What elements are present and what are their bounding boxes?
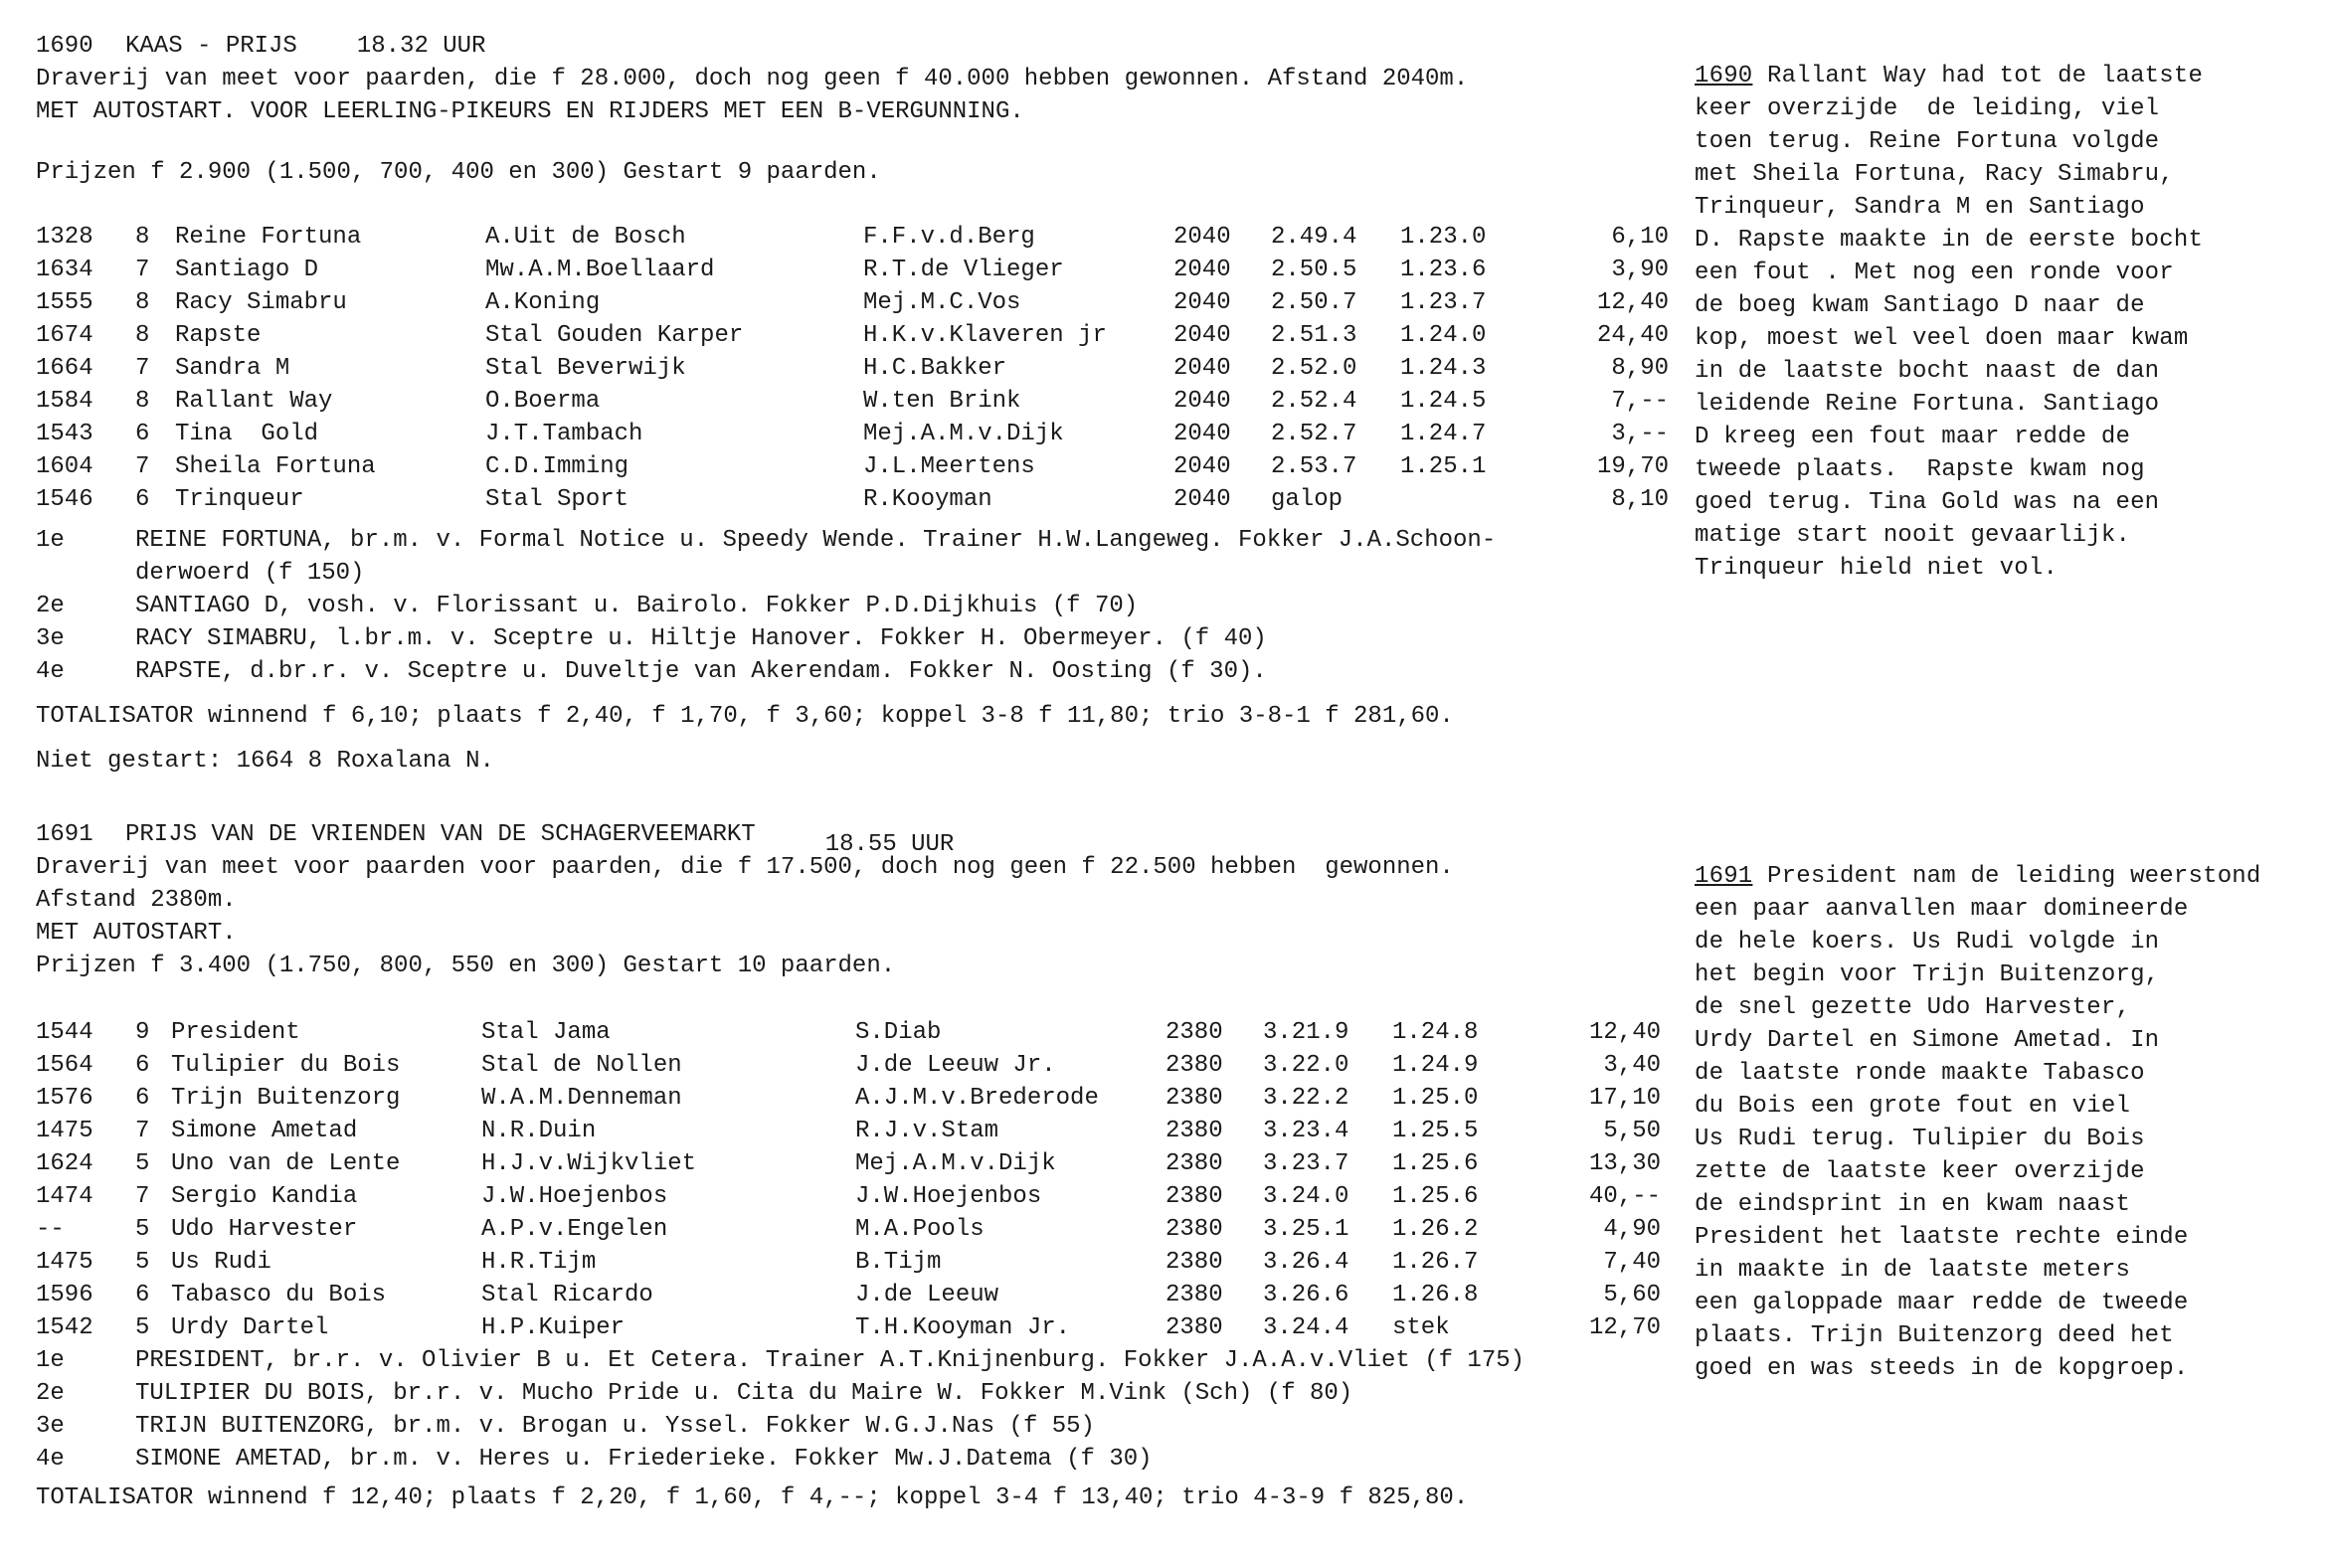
totalisator: TOTALISATOR winnend f 6,10; plaats f 2,40, f 1,70, f 3,60; koppel 3-8 f 11,80; trio 3-8-1 f 281,60. — [36, 703, 1454, 730]
table-row: 1624 5 Uno van de Lente H.J.v.Wijkvliet Mej.A.M.v.Dijk 2380 3.23.7 1.25.6 13,30 — [36, 1150, 1661, 1177]
race-comment: 1691 President nam de leiding weerstond een paar aanvallen maar domineerde de hele koers. Us Rudi volgde in het begin voor Trijn Buitenzorg, de snel gezette Udo Harvester, Urdy Dartel en Simone Ametad. In de laatste ronde maakte Tabasco du Bois een grote fout en viel Us Rudi terug. Tulipier du Bois zette de laatste keer overzijde de eindsprint in en kwam naast President het laatste rechte einde in maakte in de laatste meters een galoppade maar redde de tweede plaats. Trijn Buitenzorg deed het goed en was steeds in de kopgroep. — [1695, 863, 2261, 1382]
race-number: 1690 — [36, 33, 93, 60]
race-comment: 1690 Rallant Way had tot de laatste keer overzijde de leiding, viel toen terug. Reine Fortuna volgde met Sheila Fortuna, Racy Simabru, Trinqueur, Sandra M en Santiago D. Rapste maakte in de eerste bocht een fout . Met nog een ronde voor de boeg kwam Santiago D naar de kop, moest wel veel doen maar kwam in de laatste bocht naast de dan leidende Reine Fortuna. Santiago D kreeg een fout maar redde de tweede plaats. Rapste kwam nog goed terug. Tina Gold was na een matige start nooit gevaarlijk. Trinqueur hield niet vol. — [1695, 63, 2204, 582]
placing: 2e TULIPIER DU BOIS, br.r. v. Mucho Pride u. Cita du Maire W. Fokker M.Vink (Sch) (f 80) — [36, 1380, 1353, 1407]
race-title: PRIJS VAN DE VRIENDEN VAN DE SCHAGERVEEMARKT — [125, 821, 756, 848]
table-row: 1674 8 Rapste Stal Gouden Karper H.K.v.Klaveren jr 2040 2.51.3 1.24.0 24,40 — [36, 322, 1669, 349]
race-time: 18.55 UUR — [824, 831, 955, 858]
race-prizes: Prijzen f 2.900 (1.500, 700, 400 en 300) Gestart 9 paarden. — [36, 159, 881, 186]
table-row: 1546 6 Trinqueur Stal Sport R.Kooyman 2040 galop 8,10 — [36, 486, 1669, 513]
table-row: -- 5 Udo Harvester A.P.v.Engelen M.A.Pools 2380 3.25.1 1.26.2 4,90 — [36, 1216, 1661, 1243]
comment-number: 1691 — [1695, 863, 1753, 890]
table-row: 1564 6 Tulipier du Bois Stal de Nollen J.de Leeuw Jr. 2380 3.22.0 1.24.9 3,40 — [36, 1052, 1661, 1079]
race-time: 18.32 UUR — [356, 33, 486, 60]
race-prizes: Prijzen f 3.400 (1.750, 800, 550 en 300) Gestart 10 paarden. — [36, 953, 896, 979]
placing: 3e RACY SIMABRU, l.br.m. v. Sceptre u. Hiltje Hanover. Fokker H. Obermeyer. (f 40) — [36, 625, 1267, 652]
placing: 2e SANTIAGO D, vosh. v. Florissant u. Bairolo. Fokker P.D.Dijkhuis (f 70) — [36, 593, 1139, 619]
placing: 1e PRESIDENT, br.r. v. Olivier B u. Et Cetera. Trainer A.T.Knijnenburg. Fokker J.A.A.v.Vliet (f 175) — [36, 1347, 1525, 1374]
placing: 1e REINE FORTUNA, br.m. v. Formal Notice u. Speedy Wende. Trainer H.W.Langeweg. Fokker J.A.Schoon- derwoerd (f 150) — [36, 527, 1497, 587]
race-header — [36, 30, 1677, 63]
table-row: 1634 7 Santiago D Mw.A.M.Boellaard R.T.de Vlieger 2040 2.50.5 1.23.6 3,90 — [36, 257, 1669, 283]
table-row: 1543 6 Tina Gold J.T.Tambach Mej.A.M.v.Dijk 2040 2.52.7 1.24.7 3,-- — [36, 421, 1669, 447]
totalisator: TOTALISATOR winnend f 12,40; plaats f 2,20, f 1,60, f 4,--; koppel 3-4 f 13,40; trio 4-3-9 f 825,80. — [36, 1484, 1469, 1511]
table-row: 1474 7 Sergio Kandia J.W.Hoejenbos J.W.Hoejenbos 2380 3.24.0 1.25.6 40,-- — [36, 1183, 1661, 1210]
race-description-line: MET AUTOSTART. VOOR LEERLING-PIKEURS EN RIJDERS MET EEN B-VERGUNNING. — [36, 98, 1024, 125]
placing: 4e SIMONE AMETAD, br.m. v. Heres u. Friederieke. Fokker Mw.J.Datema (f 30) — [36, 1446, 1153, 1473]
race-description-line: Afstand 2380m. — [36, 887, 237, 914]
table-row: 1555 8 Racy Simabru A.Koning Mej.M.C.Vos 2040 2.50.7 1.23.7 12,40 — [36, 289, 1669, 316]
placing: 3e TRIJN BUITENZORG, br.m. v. Brogan u. Yssel. Fokker W.G.J.Nas (f 55) — [36, 1413, 1095, 1440]
comment-number: 1690 — [1695, 63, 1753, 89]
race-number: 1691 — [36, 821, 93, 848]
race-title: KAAS - PRIJS — [125, 33, 297, 60]
results-table — [36, 1016, 1677, 1344]
race-description-line: Draverij van meet voor paarden, die f 28.000, doch nog geen f 40.000 hebben gewonnen. Afstand 2040m. — [36, 66, 1469, 92]
placing: 4e RAPSTE, d.br.r. v. Sceptre u. Duveltje van Akerendam. Fokker N. Oosting (f 30). — [36, 658, 1267, 685]
table-row: 1542 5 Urdy Dartel H.P.Kuiper T.H.Kooyman Jr. 2380 3.24.4 stek 12,70 — [36, 1314, 1661, 1341]
table-row: 1475 5 Us Rudi H.R.Tijm B.Tijm 2380 3.26.4 1.26.7 7,40 — [36, 1249, 1661, 1276]
table-row: 1544 9 President Stal Jama S.Diab 2380 3.21.9 1.24.8 12,40 — [36, 1019, 1661, 1046]
table-row: 1584 8 Rallant Way O.Boerma W.ten Brink 2040 2.52.4 1.24.5 7,-- — [36, 388, 1669, 415]
race-main-text — [36, 818, 1677, 1514]
results-table — [36, 221, 1677, 516]
table-row: 1664 7 Sandra M Stal Beverwijk H.C.Bakker 2040 2.52.0 1.24.3 8,90 — [36, 355, 1669, 382]
race-description-line: Draverij van meet voor paarden voor paarden, die f 17.500, doch nog geen f 22.500 hebben gewonnen. — [36, 854, 1454, 881]
race-header — [36, 818, 1677, 858]
table-row: 1604 7 Sheila Fortuna C.D.Imming J.L.Meertens 2040 2.53.7 1.25.1 19,70 — [36, 453, 1669, 480]
not-started: Niet gestart: 1664 8 Roxalana N. — [36, 748, 494, 775]
race-description-line: MET AUTOSTART. — [36, 920, 237, 947]
table-row: 1576 6 Trijn Buitenzorg W.A.M.Denneman A.J.M.v.Brederode 2380 3.22.2 1.25.0 17,10 — [36, 1085, 1661, 1112]
table-row: 1328 8 Reine Fortuna A.Uit de Bosch F.F.v.d.Berg 2040 2.49.4 1.23.0 6,10 — [36, 224, 1669, 251]
table-row: 1475 7 Simone Ametad N.R.Duin R.J.v.Stam 2380 3.23.4 1.25.5 5,50 — [36, 1118, 1661, 1144]
race-main-text — [36, 30, 1677, 778]
table-row: 1596 6 Tabasco du Bois Stal Ricardo J.de Leeuw 2380 3.26.6 1.26.8 5,60 — [36, 1282, 1661, 1308]
